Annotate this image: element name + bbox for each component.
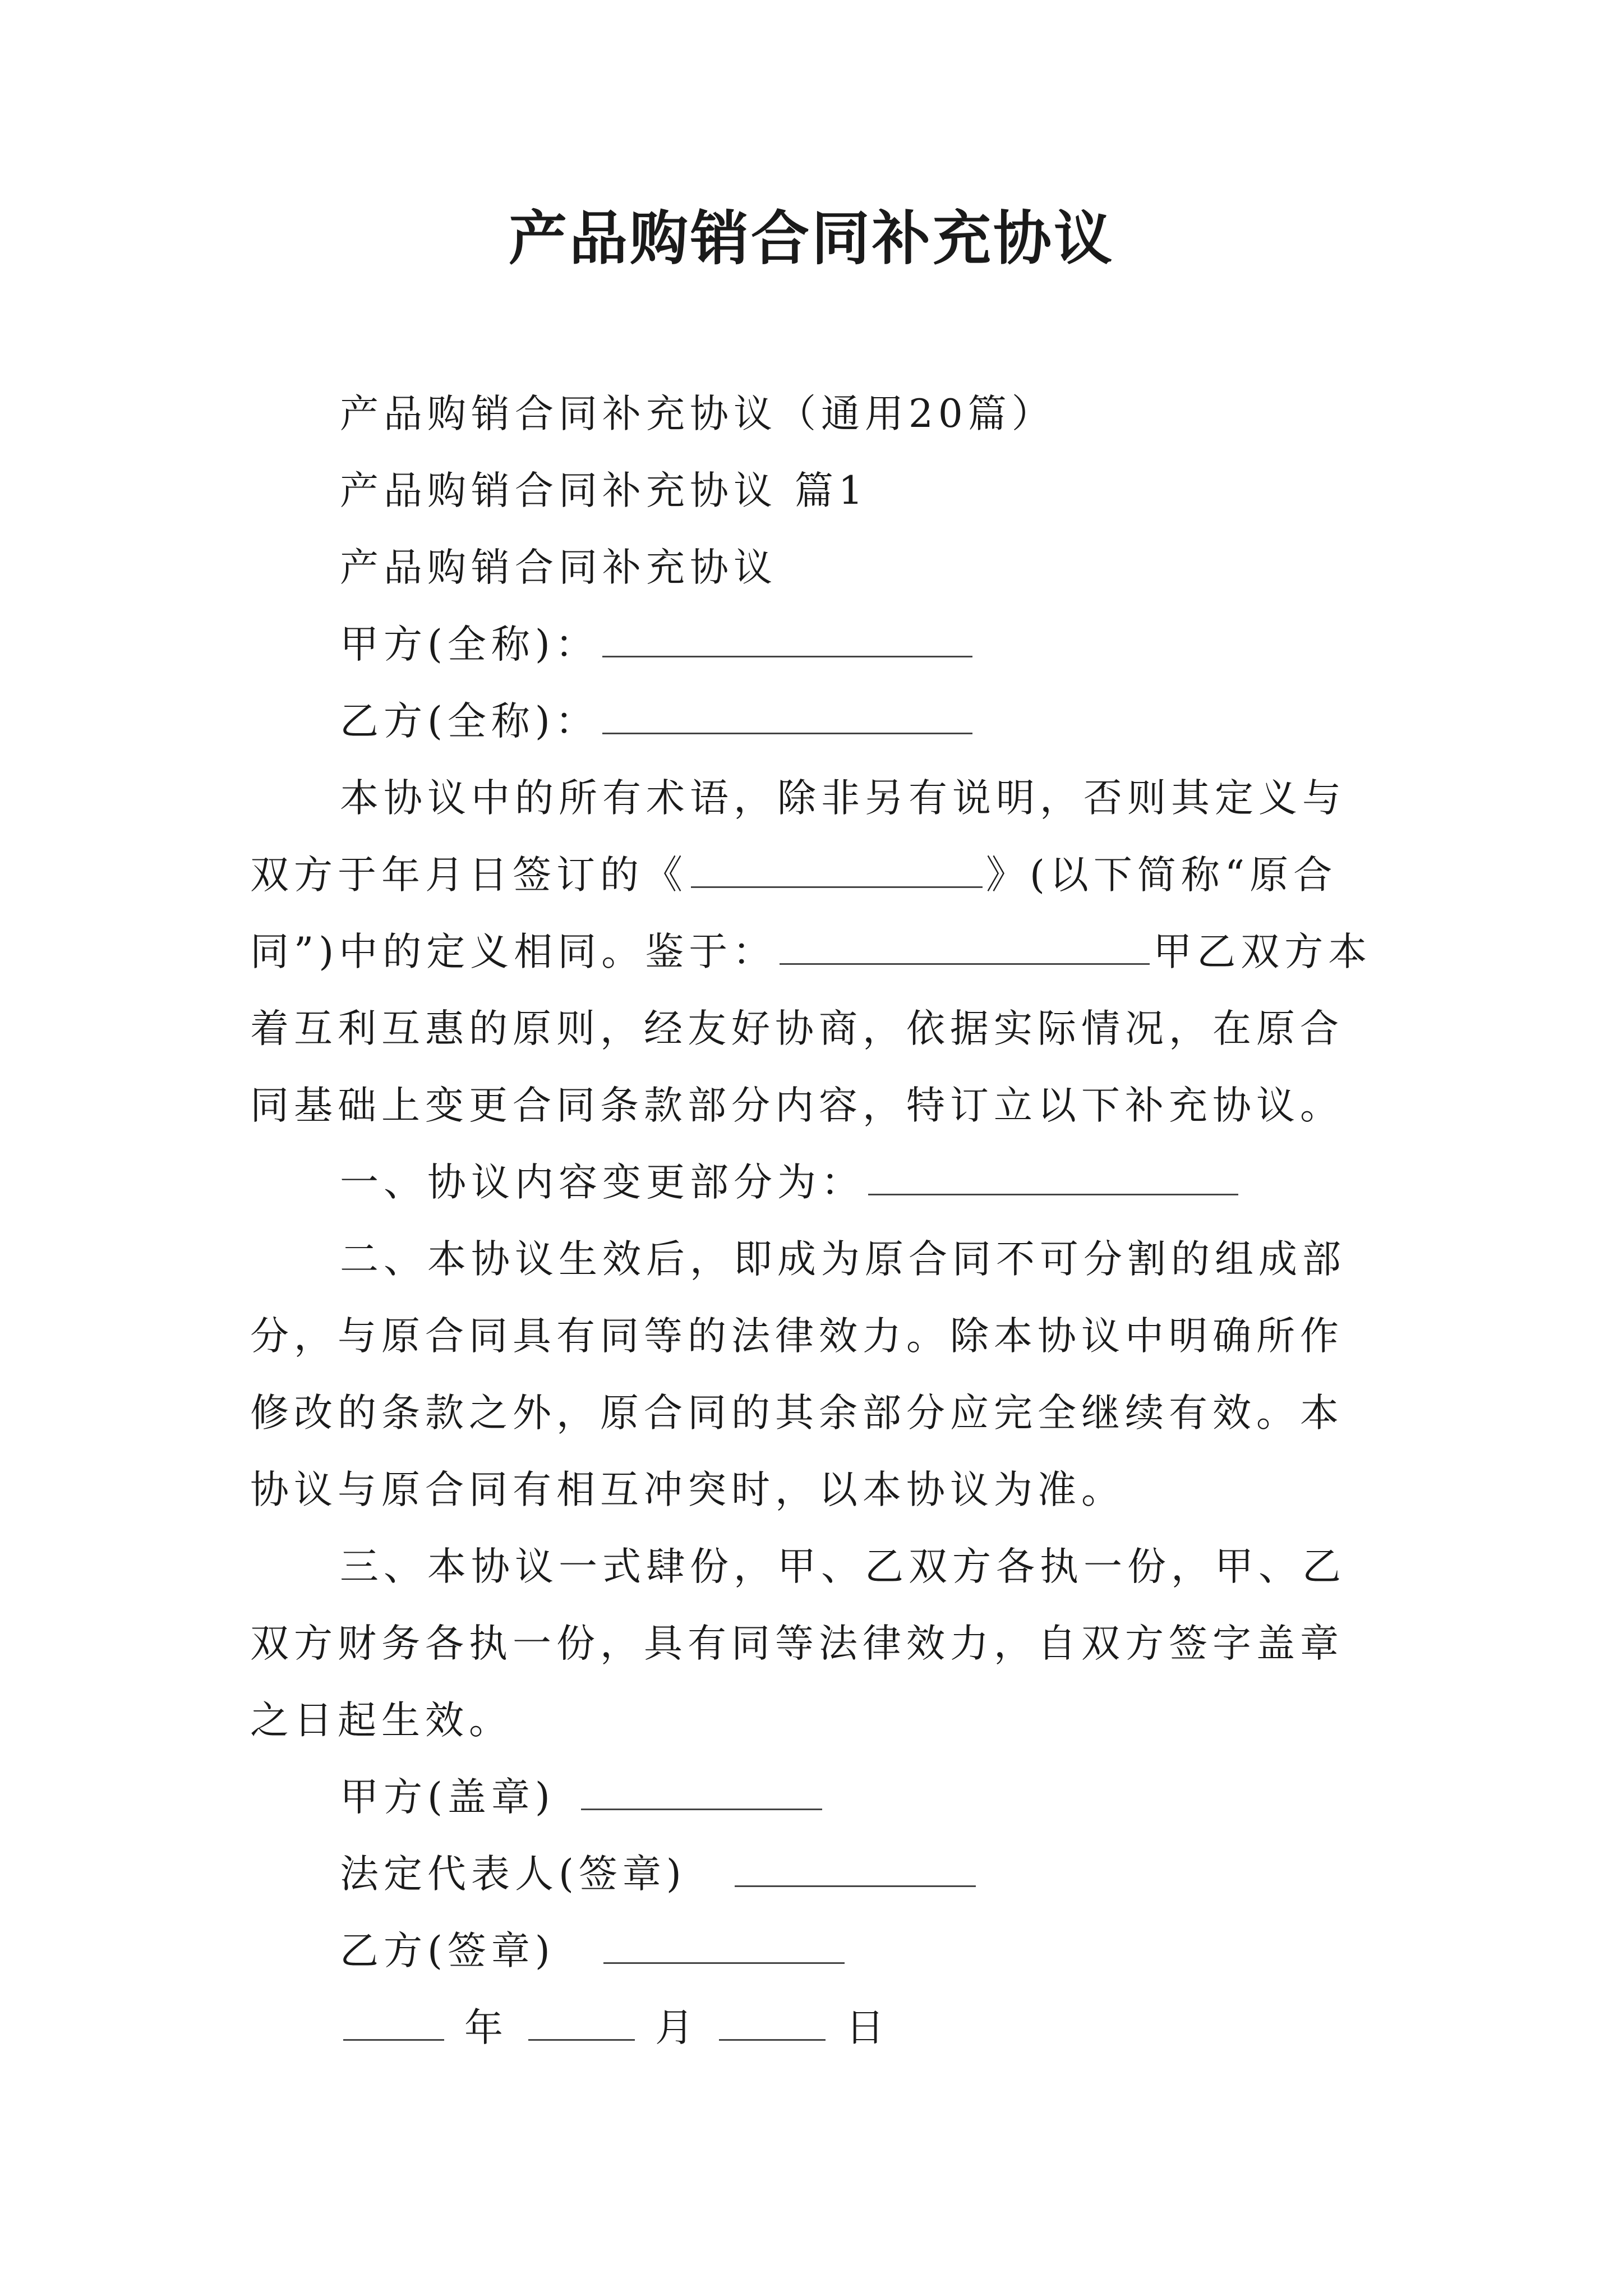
clause-1-label: 一、协议内容变更部分为： xyxy=(340,1160,865,1205)
party-a-line xyxy=(250,606,1377,683)
month-label: 月 xyxy=(655,2005,699,2050)
day-blank xyxy=(719,2007,826,2041)
party-a-blank xyxy=(602,623,972,657)
clause-2: 二、本协议生效后，即成为原合同不可分割的组成部分，与原合同具有同等的法律效力。除本协议中明确所作修改的条款之外，原合同的其余部分应完全继续有效。本协议与原合同有相互冲突时，以本协议为准。 xyxy=(250,1237,1346,1512)
section-heading: 产品购销合同补充协议 篇1 xyxy=(340,468,868,513)
clause-1-blank xyxy=(868,1161,1238,1195)
contract-name-blank xyxy=(691,854,983,888)
party-b-blank xyxy=(602,700,972,734)
intro-part3: 甲乙双方本着互利互惠的原则，经友好协商，依据实际情况，在原合同基础上变更合同条款部分内容，特订立以下补充协议。 xyxy=(250,930,1372,1128)
day-label: 日 xyxy=(846,2005,889,2050)
sign-legal-rep-label: 法定代表人(签章) xyxy=(340,1852,686,1897)
sign-party-a-label: 甲方(盖章) xyxy=(340,1775,555,1820)
sign-party-a-line xyxy=(250,1759,1377,1836)
month-blank xyxy=(528,2007,635,2041)
clause-1 xyxy=(250,1144,1377,1221)
intro-paragraph xyxy=(250,760,1377,1144)
year-blank xyxy=(343,2007,444,2041)
document-title: 产品购销合同补充协议 xyxy=(508,204,1114,273)
clause-3: 三、本协议一式肆份，甲、乙双方各执一份，甲、乙双方财务各执一份，具有同等法律效力，自双方签字盖章之日起生效。 xyxy=(250,1544,1346,1743)
sign-party-b-label: 乙方(签章) xyxy=(340,1929,555,1973)
party-a-label: 甲方(全称)： xyxy=(340,622,599,667)
subtitle: 产品购销合同补充协议（通用20篇） xyxy=(340,392,1055,436)
date-line xyxy=(250,1990,1377,2067)
sign-party-b-line xyxy=(250,1913,1377,1990)
intro-part2: 》(以下简称“原合同”)中的定义相同。鉴于： xyxy=(250,853,1338,974)
party-b-label: 乙方(全称)： xyxy=(340,699,599,744)
sign-party-a-blank xyxy=(581,1776,822,1810)
whereas-blank xyxy=(780,931,1150,965)
document-body xyxy=(250,376,1377,2067)
party-b-line xyxy=(250,683,1377,760)
sign-legal-rep-blank xyxy=(735,1853,976,1887)
sign-party-b-blank xyxy=(603,1930,845,1964)
sign-legal-rep-line xyxy=(250,1836,1377,1913)
year-label: 年 xyxy=(464,2005,508,2050)
intro-part1: 本协议中的所有术语，除非另有说明，否则其定义与双方于年月日签订的《 xyxy=(250,776,1346,898)
doc-name: 产品购销合同补充协议 xyxy=(340,545,777,590)
